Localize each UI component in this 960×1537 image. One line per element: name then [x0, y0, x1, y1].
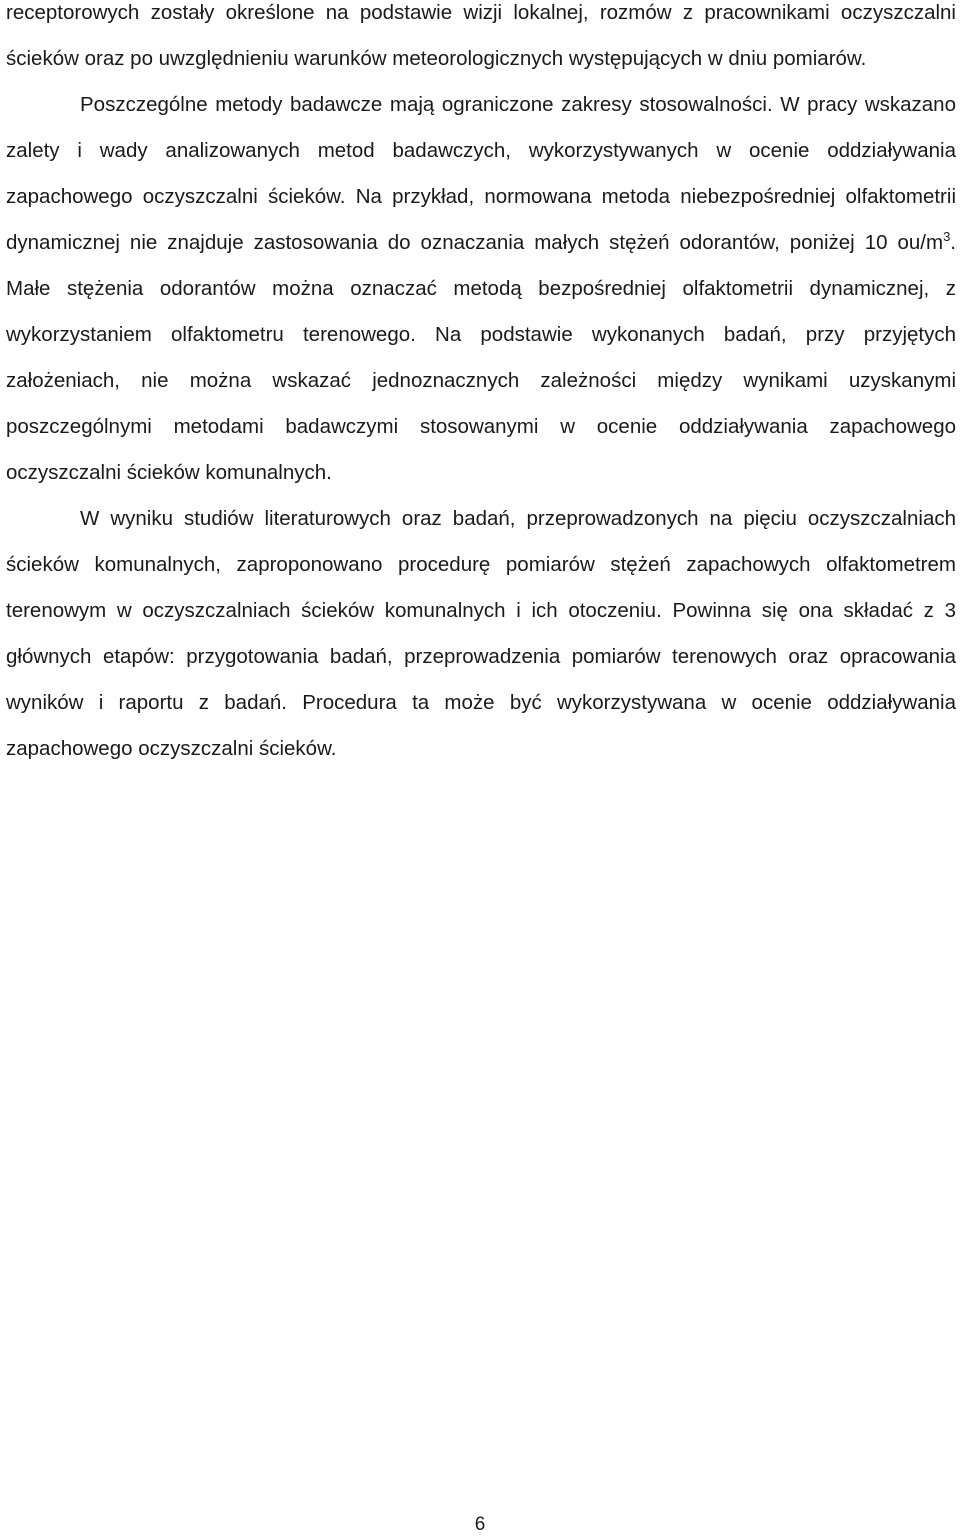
body-text	[6, 0, 956, 772]
paragraph-1-text: receptorowych zostały określone na podstawie wizji lokalnej, rozmów z pracownikami oczyszczalni ścieków oraz po uwzględnieniu warunków meteorologicznych występujących w dniu pomiarów.	[6, 1, 956, 70]
paragraph-1	[6, 0, 956, 82]
paragraph-3-text: W wyniku studiów literaturowych oraz badań, przeprowadzonych na pięciu oczyszczalniach ścieków komunalnych, zaproponowano procedurę pomiarów stężeń zapachowych olfaktometrem terenowym w oczyszczalniach ścieków komunalnych i ich otoczeniu. Powinna się ona składać z 3 głównych etapów: przygotowania badań, przeprowadzenia pomiarów terenowych oraz opracowania wyników i raportu z badań. Procedura ta może być wykorzystywana w ocenie oddziaływania zapachowego oczyszczalni ścieków.	[6, 507, 956, 760]
page-number: 6	[474, 1514, 486, 1535]
paragraph-3	[6, 496, 956, 772]
paragraph-2	[6, 82, 956, 496]
paragraph-2-text-before: Poszczególne metody badawcze mają ograniczone zakresy stosowalności. W pracy wskazano zalety i wady analizowanych metod badawczych, wykorzystywanych w ocenie oddziaływania zapachowego oczyszczalni ścieków. Na przykład, normowana metoda niebezpośredniej olfaktometrii dynamicznej nie znajduje zastosowania do oznaczania małych stężeń odorantów, poniżej 10 ou/m	[6, 93, 956, 254]
paragraph-2-text-after: . Małe stężenia odorantów można oznaczać metodą bezpośredniej olfaktometrii dynamicznej, z wykorzystaniem olfaktometru terenowego. Na podstawie wykonanych badań, przy przyjętych założeniach, nie można wskazać jednoznacznych zależności między wynikami uzyskanymi poszczególnymi metodami badawczymi stosowanymi w ocenie oddziaływania zapachowego oczyszczalni ścieków komunalnych.	[6, 231, 956, 484]
unit-superscript: 3	[943, 229, 951, 245]
